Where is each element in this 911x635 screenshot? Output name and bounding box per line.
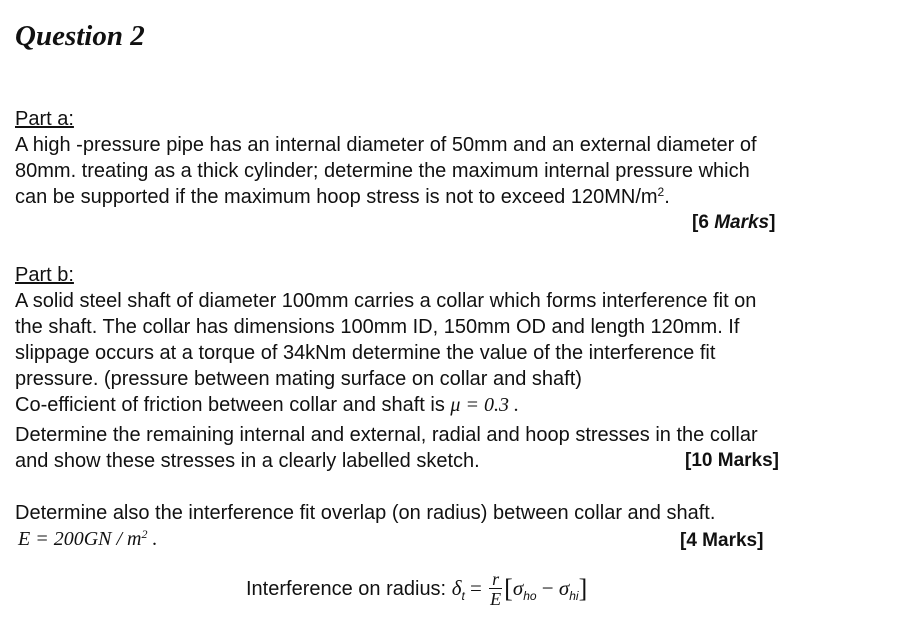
part-b-line-3: slippage occurs at a torque of 34kNm determine the value of the interference fit (15, 342, 716, 364)
part-a-marks-word: Marks (714, 212, 770, 233)
fraction-numerator: r (489, 570, 502, 589)
friction-text: Co-efficient of friction between collar and shaft is (15, 394, 451, 416)
part-b-line-4: pressure. (pressure between mating surface on collar and shaft) (15, 368, 582, 390)
part-a-marks-open: [6 (692, 212, 715, 233)
modulus-text: E = 200GN / m (18, 528, 142, 550)
fraction-denominator: E (490, 589, 502, 609)
part-a-marks-close: ] (769, 212, 776, 233)
r-over-e-fraction (489, 570, 502, 609)
sigma-ho-subscript: ho (523, 588, 537, 603)
part-a-line-3-text: can be supported if the maximum hoop stress is not to exceed 120MN/m (15, 186, 658, 208)
overlap-marks: [4 Marks] (680, 530, 764, 551)
sigma-hi-subscript: hi (569, 588, 579, 603)
stress-line-2: and show these stresses in a clearly labelled sketch. (15, 450, 480, 472)
delta-symbol: δ (451, 575, 462, 600)
delta-subscript: t (461, 588, 465, 603)
interference-formula (246, 570, 587, 609)
stress-line-1: Determine the remaining internal and external, radial and hoop stresses in the collar (15, 424, 758, 446)
part-a-line-1: A high -pressure pipe has an internal diameter of 50mm and an external diameter of (15, 134, 757, 156)
part-a-marks (692, 212, 775, 234)
friction-line (15, 392, 519, 418)
formula-label: Interference on radius: (246, 577, 452, 600)
overlap-line: Determine also the interference fit overlap (on radius) between collar and shaft. (15, 502, 716, 524)
sigma-hi-symbol: σ (558, 575, 570, 600)
modulus-exponent: 2 (141, 527, 148, 541)
stress-marks: [10 Marks] (685, 450, 779, 471)
modulus-expression (18, 528, 158, 551)
part-a-heading: Part a: (15, 108, 74, 130)
part-a-line-3 (15, 184, 670, 210)
formula-minus: − (536, 575, 559, 600)
formula-equals: = (464, 575, 488, 600)
part-a-line-2: 80mm. treating as a thick cylinder; determine the maximum internal pressure which (15, 160, 750, 182)
sigma-ho-symbol: σ (512, 575, 524, 600)
close-bracket: ] (578, 573, 588, 603)
open-bracket: [ (504, 573, 513, 603)
part-b-line-1: A solid steel shaft of diameter 100mm carries a collar which forms interference fit on (15, 290, 757, 312)
part-a-unit-exponent: 2 (657, 185, 665, 199)
part-b-heading: Part b: (15, 264, 74, 286)
part-b-line-2: the shaft. The collar has dimensions 100mm ID, 150mm OD and length 120mm. If (15, 316, 740, 338)
friction-symbol: μ (450, 394, 461, 416)
modulus-end: . (147, 528, 158, 550)
friction-value: = 0.3 . (460, 394, 519, 416)
part-a-line-end: . (664, 186, 670, 208)
question-title: Question 2 (15, 20, 145, 52)
